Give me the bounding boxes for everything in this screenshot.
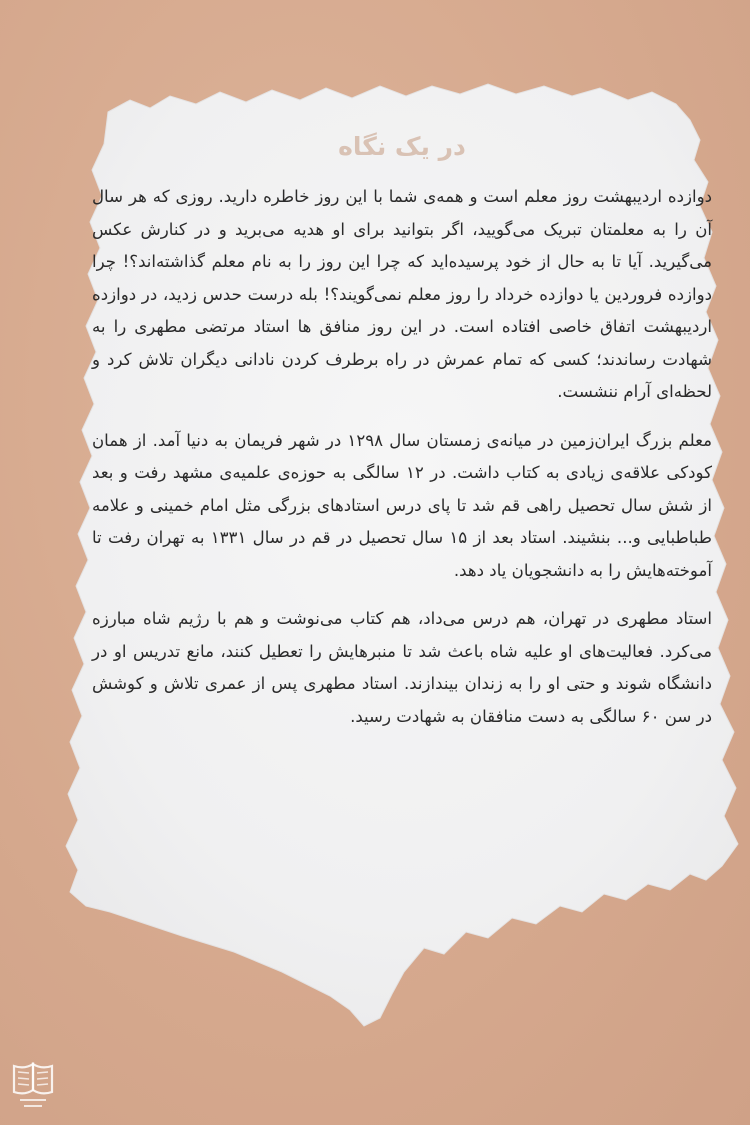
book-logo-icon [10, 1058, 56, 1114]
article [92, 118, 712, 749]
paragraph-2: معلم بزرگ ایران‌زمین در میانه‌ی زمستان سال ۱۲۹۸ در شهر فریمان به دنیا آمد. از همان کودکی علاقه‌ی زیادی به کتاب داشت. در ۱۲ سالگی به حوزه‌ی علمیه‌ی مشهد رفت و بعد از شش سال تحصیل راهی قم شد تا پای درس استادهای بزرگی مثل امام خمینی و علامه طباطبایی و... بنشیند. استاد بعد از ۱۵ سال تحصیل در قم در سال ۱۳۳۱ به تهران رفت تا آموخته‌هایش را به دانشجویان یاد دهد. [92, 430, 713, 580]
paragraph-1: دوازده اردیبهشت روز معلم است و همه‌ی شما با این روز خاطره دارید. روزی که هر سال آن را به معلمتان تبریک می‌گویید، اگر بتوانید برای او هدیه می‌برید و در کنارش عکس می‌گیرید. آیا تا به حال از خود پرسیده‌اید که چرا این روز را به نام معلم گذاشته‌اند؟! چرا دوازده فروردین یا دوازده خرداد را روز معلم نمی‌گویند؟! بله درست حدس زدید، در دوازده اردیبهشت اتفاق خاصی افتاده است. در این روز منافق ها استاد مرتضی مطهری را به شهادت رساندند؛ کسی که تمام عمرش در راه برطرف کردن نادانی دیگران تلاش کرد و لحظه‌ای آرام ننشست. [92, 187, 712, 401]
paragraph-3: استاد مطهری در تهران، هم درس می‌داد، هم کتاب می‌نوشت و هم با رژیم شاه مبارزه می‌کرد. فعالیت‌های او علیه شاه باعث شد تا منبرهایش را تعطیل کنند، مانع تدریس او در دانشگاه شوند و حتی او را به زندان بیندازند. استاد مطهری پس از عمری تلاش و کوشش در سن ۶۰ سالگی به دست منافقان به شهادت رسید. [92, 609, 712, 726]
article-heading: در یک نگاه [338, 132, 466, 161]
